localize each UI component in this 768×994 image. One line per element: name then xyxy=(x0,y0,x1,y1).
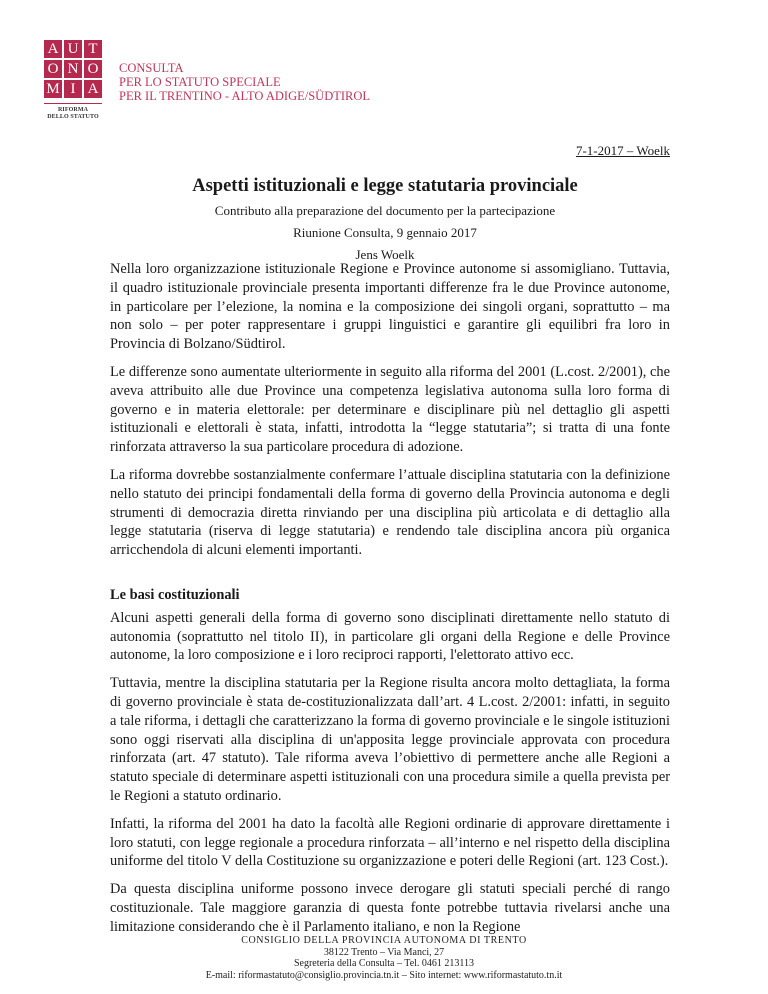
footer-organization: CONSIGLIO DELLA PROVINCIA AUTONOMA DI TRENTO xyxy=(241,935,527,946)
consulta-line: PER LO STATUTO SPECIALE xyxy=(119,75,281,89)
logo-divider xyxy=(44,103,102,104)
date-author-line: 7-1-2017 – Woelk xyxy=(575,143,670,158)
body-paragraph: La riforma dovrebbe sostanzialmente confermare l’attuale disciplina statutaria con la definizione nello statuto dei principi fondamentali della forma di governo della Provincia autonoma e degli strumenti di democrazia diretta rinviando per una disciplina più articolata e di dettaglio alla legge statutaria (riserva di legge statutaria) e rendendo tale disciplina ancora più organica arricchendola di alcuni elementi importanti. xyxy=(110,466,670,559)
consulta-line: PER IL TRENTINO - ALTO ADIGE/SÜDTIROL xyxy=(119,89,371,103)
meeting-info: Riunione Consulta, 9 gennaio 2017 xyxy=(293,225,477,240)
logo-letter: T xyxy=(84,40,102,58)
section-heading: Le basi costituzionali xyxy=(110,586,240,603)
consulta-line: CONSULTA xyxy=(119,61,184,75)
logo-letter: O xyxy=(44,60,62,78)
logo-letter: U xyxy=(64,40,82,58)
logo-letter: A xyxy=(84,80,102,98)
footer-address: 38122 Trento – Via Manci, 27 xyxy=(323,946,445,958)
body-paragraph: Alcuni aspetti generali della forma di governo sono disciplinati direttamente nello statuto di autonomia (soprattutto nel titolo II), in particolare gli organi della Regione e delle Province autonome, la loro composizione e i loro reciproci rapporti, l'elettorato attivo ecc. xyxy=(110,609,670,664)
logo-subtitle-line: DELLO STATUTO xyxy=(47,114,99,120)
body-paragraph: Le differenze sono aumentate ulteriormente in seguito alla riforma del 2001 (L.cost. 2/2001), che aveva attribuito alle due Province una competenza legislativa autonoma sulla loro forma di governo e in materia elettorale: per determinare e disciplinare più nel dettaglio gli aspetti istituzionali e elettorali è stata, infatti, introdotta la “legge statutaria”; si tratta di una fonte rinforzata attraverso la sua particolare procedura di adozione. xyxy=(110,363,670,456)
body-paragraph: Infatti, la riforma del 2001 ha dato la facoltà alle Regioni ordinarie di approvare direttamente i loro statuti, con legge regionale a procedura rinforzata – all’interno e nel rispetto della disciplina uniforme del titolo V della Costituzione su organizzazione e poteri delle Regioni (art. 123 Cost.). xyxy=(110,815,670,870)
footer-contacts: E-mail: riformastatuto@consiglio.provincia.tn.it – Sito internet: www.riformastatuto.tn.it xyxy=(205,969,563,981)
logo-letter: N xyxy=(64,60,82,78)
logo-letter: O xyxy=(84,60,102,78)
logo-letter: I xyxy=(64,80,82,98)
title-block xyxy=(100,175,670,269)
consulta-heading xyxy=(119,61,370,103)
logo-letter-grid xyxy=(44,40,104,98)
logo-letter: M xyxy=(44,80,62,98)
author-name: Jens Woelk xyxy=(355,247,415,262)
logo-subtitle-line: RIFORMA xyxy=(57,107,89,113)
document-title: Aspetti istituzionali e legge statutaria provinciale xyxy=(192,176,578,196)
body-paragraph: Tuttavia, mentre la disciplina statutaria per la Regione risulta ancora molto dettagliata, la forma di governo provinciale è stata de-costituzionalizzata dall’art. 4 L.cost. 2/2001: infatti, in seguito a tale riforma, i dettagli che caratterizzano la forma di governo provinciale e le singole istituzioni sono oggi riservati alla disciplina di un'apposita legge provinciale approvata con procedura rinforzata (art. 47 statuto). Tale riforma aveva l’obiettivo di permettere anche alle Regioni a statuto speciale di determinare aspetti istituzionali con una procedura simile a quella prevista per le Regioni a statuto ordinario. xyxy=(110,675,670,804)
page-footer xyxy=(0,935,768,981)
footer-secretariat: Segreteria della Consulta – Tel. 0461 213113 xyxy=(293,958,475,969)
document-body xyxy=(110,260,670,946)
document-subtitle: Contributo alla preparazione del documento per la partecipazione xyxy=(214,203,556,218)
body-paragraph: Da questa disciplina uniforme possono invece derogare gli statuti speciali perché di rango costituzionale. Tale maggiore garanzia di questa fonte potrebbe tuttavia rivelarsi anche una limitazione considerando che è il Parlamento italiano, e non la Regione xyxy=(110,881,670,935)
logo-letter: A xyxy=(44,40,62,58)
body-paragraph: Nella loro organizzazione istituzionale Regione e Province autonome si assomigliano. Tuttavia, il quadro istituzionale provinciale presenta importanti differenze fra le due Province autonome, in particolare per l’elezione, la nomina e la composizione dei singoli organi, soprattutto – ma non solo – per poter rappresentare i gruppi linguistici e garantire gli equilibri fra loro in Provincia di Bolzano/Südtirol. xyxy=(110,261,670,353)
autonomia-logo xyxy=(44,40,104,121)
